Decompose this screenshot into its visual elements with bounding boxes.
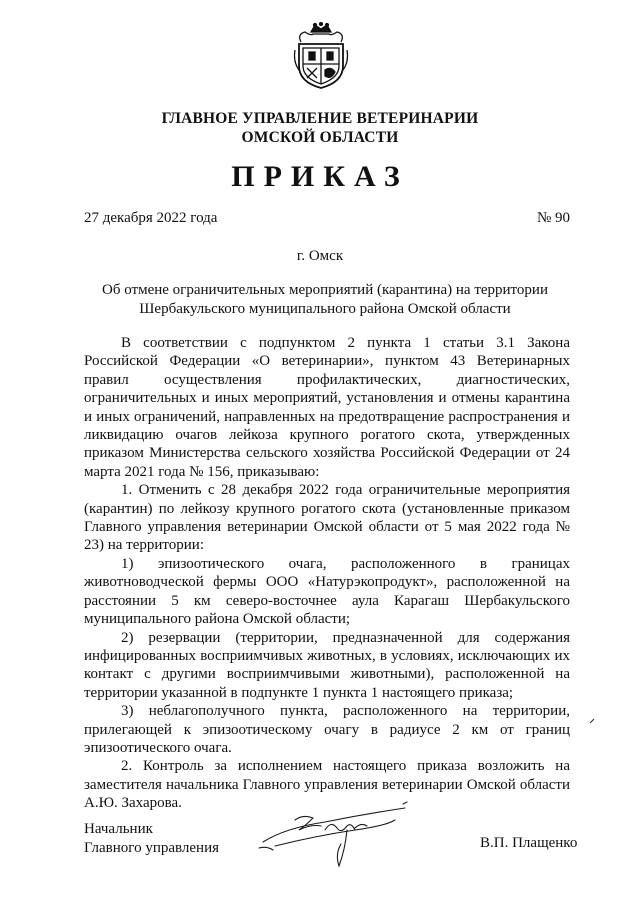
signer-position [84,820,219,858]
item-1-3-paragraph: 3) неблагополучного пункта, расположенного на территории, прилегающей к эпизоотическому очагу в радиусе 2 км от границ эпизоотического очага. [84,703,570,756]
org-name-line2: ОМСКОЙ ОБЛАСТИ [241,129,399,146]
item-2-paragraph: 2. Контроль за исполнением настоящего приказа возложить на заместителя начальника Главного управления ветеринарии Омской области А.Ю. Захарова. [84,758,570,812]
document-type-title: ПРИКАЗ [231,160,409,193]
document-date: 27 декабря 2022 года [84,210,218,226]
subject-line2: Шербакульского муниципального района Омской области [139,301,511,317]
handwritten-signature [255,800,415,872]
document-body [84,334,570,813]
document-city: г. Омск [296,248,344,264]
item-1-1-paragraph: 1) эпизоотического очага, расположенного в границах животноводческой фермы ООО «Натурэкопродукт», расположенной на расстоянии 5 км северо-восточнее аула Карагаш Шербакульского муниципального района Омской области; [84,555,570,628]
org-name-line1: ГЛАВНОЕ УПРАВЛЕНИЕ ВЕТЕРИНАРИИ [161,110,479,127]
document-subject [84,281,566,319]
signer-position-line1: Начальник [84,821,153,837]
intro-paragraph: В соответствии с подпунктом 2 пункта 1 статьи 3.1 Закона Российской Федерации «О ветеринарии», пунктом 43 Ветеринарных правил осуществления профилактических, диагностических, ограничительных и иных мероприятий, установления и отмены карантина и иных ограничений, направленных на предотвращение распространения и ликвидацию очагов лейкоза крупного рогатого скота, утвержденных приказом Министерства сельского хозяйства Российской Федерации от 24 марта 2021 года № 156, приказываю: [84,335,570,480]
subject-line1: Об отмене ограничительных мероприятий (карантина) на территории [102,282,548,298]
coat-of-arms-icon [293,22,349,90]
signer-position-line2: Главного управления [84,840,219,856]
signer-name: В.П. Плащенко [480,835,578,851]
document-number: № 90 [536,210,570,226]
item-1-2-paragraph: 2) резервации (территории, предназначенной для содержания инфицированных восприимчивых животных, в условиях, исключающих их контакт с другими восприимчивыми животными), расположенной на территории указанной в подпункте 1 пункта 1 настоящего приказа; [84,629,570,701]
stray-mark [589,718,595,724]
item-1-paragraph: 1. Отменить с 28 декабря 2022 года ограничительные мероприятия (карантин) по лейкозу крупного рогатого скота (установленные приказом Главного управления ветеринарии Омской области от 5 мая 2022 года № 23) на территории: [84,482,570,554]
